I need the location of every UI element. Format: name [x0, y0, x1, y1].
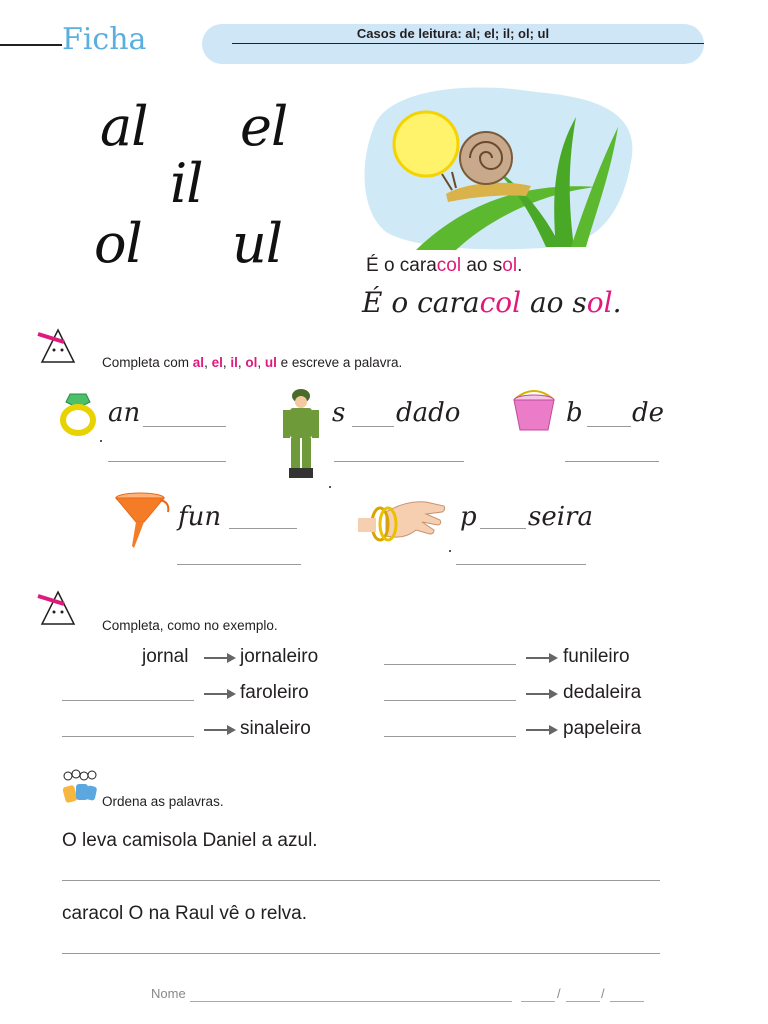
ficha-label: Ficha — [62, 22, 147, 57]
date-separator: / — [557, 986, 561, 1001]
scrambled-sentence-1: O leva camisola Daniel a azul. — [62, 830, 318, 851]
soldier-icon — [280, 386, 322, 482]
result-word: dedaleira — [563, 682, 642, 703]
result-word: funileiro — [563, 646, 630, 667]
dot — [100, 440, 102, 442]
header-rule — [0, 44, 62, 46]
fill-blank[interactable] — [587, 426, 631, 427]
arrow-icon — [204, 729, 234, 731]
arrow-icon — [204, 657, 234, 659]
fill-blank[interactable] — [143, 426, 226, 427]
sentence-print-part: É o cara — [366, 255, 437, 276]
result-word: sinaleiro — [240, 718, 311, 739]
syllable-ul: ul — [232, 212, 283, 275]
word-p: p — [460, 502, 477, 532]
separator: , — [237, 355, 246, 370]
syllable-il: il — [170, 152, 203, 215]
write-line[interactable] — [62, 880, 660, 881]
write-line[interactable] — [334, 461, 464, 462]
sentence-cursive-part: . — [612, 286, 622, 319]
sentence-print-highlight: ol — [502, 255, 518, 276]
write-line[interactable] — [108, 461, 226, 462]
dot — [329, 486, 331, 488]
ring-icon — [58, 390, 98, 436]
write-line[interactable] — [565, 461, 659, 462]
funnel-icon — [112, 490, 172, 550]
separator: , — [222, 355, 231, 370]
word-cards-icon — [58, 768, 102, 808]
option-il: il — [230, 355, 238, 370]
fill-blank[interactable] — [229, 528, 297, 529]
sentence-print-part: ao s — [461, 255, 503, 276]
write-line[interactable] — [177, 564, 301, 565]
header-banner — [202, 24, 704, 64]
fill-blank[interactable] — [384, 700, 516, 701]
arrow-icon — [526, 693, 556, 695]
pencil-triangle-icon — [34, 322, 82, 366]
word-b: b — [566, 398, 583, 428]
word-s: s — [332, 398, 346, 428]
bucket-icon — [510, 390, 558, 434]
snail-illustration — [356, 82, 636, 250]
result-word: faroleiro — [240, 682, 309, 703]
date-month-field[interactable] — [566, 1001, 600, 1002]
word-seira: seira — [528, 502, 593, 532]
sentence-print-highlight: col — [436, 255, 462, 276]
separator: , — [204, 355, 212, 370]
write-line[interactable] — [456, 564, 586, 565]
instruction-text: Completa com — [102, 355, 193, 370]
fill-blank[interactable] — [480, 528, 526, 529]
fill-blank[interactable] — [352, 426, 394, 427]
sentence-cursive-highlight: ol — [586, 286, 613, 319]
word-fun: fun — [178, 502, 222, 532]
fill-blank[interactable] — [384, 664, 516, 665]
option-el: el — [211, 355, 223, 370]
sentence-cursive-highlight: col — [479, 286, 522, 319]
syllable-el: el — [240, 95, 288, 158]
bracelet-hand-icon — [356, 492, 448, 550]
syllable-al: al — [100, 95, 148, 158]
sentence-cursive-part: É o cara — [362, 286, 480, 319]
option-al: al — [192, 355, 205, 370]
option-ul: ul — [264, 355, 277, 370]
exercise1-instruction — [102, 355, 402, 370]
word-an: an — [108, 398, 141, 428]
syllable-ol: ol — [94, 212, 142, 275]
sentence-cursive-part: ao s — [521, 286, 587, 319]
option-ol: ol — [245, 355, 258, 370]
sentence-cursive — [362, 286, 622, 319]
arrow-icon — [204, 693, 234, 695]
word-de: de — [632, 398, 665, 428]
date-separator: / — [601, 986, 605, 1001]
sentence-print — [366, 255, 522, 277]
exercise2-instruction: Completa, como no exemplo. — [102, 618, 278, 633]
separator: , — [257, 355, 265, 370]
fill-blank[interactable] — [62, 736, 194, 737]
name-field[interactable] — [190, 1001, 512, 1002]
date-year-field[interactable] — [610, 1001, 644, 1002]
result-word: papeleira — [563, 718, 642, 739]
exercise3-instruction: Ordena as palavras. — [102, 794, 224, 809]
header-banner-rule — [232, 43, 704, 44]
arrow-icon — [526, 657, 556, 659]
fill-blank[interactable] — [384, 736, 516, 737]
arrow-icon — [526, 729, 556, 731]
write-line[interactable] — [62, 953, 660, 954]
example-word: jornal — [142, 646, 189, 667]
name-label: Nome — [151, 986, 186, 1001]
dot — [449, 550, 451, 552]
date-day-field[interactable] — [521, 1001, 555, 1002]
pencil-triangle-icon — [34, 584, 82, 628]
scrambled-sentence-2: caracol O na Raul vê o relva. — [62, 903, 308, 924]
result-word: jornaleiro — [240, 646, 319, 667]
sun-icon — [394, 112, 458, 176]
fill-blank[interactable] — [62, 700, 194, 701]
instruction-text: e escreve a palavra. — [276, 355, 403, 370]
sentence-print-part: . — [517, 255, 523, 276]
word-dado: dado — [396, 398, 461, 428]
page-title: Casos de leitura: al; el; il; ol; ul — [356, 26, 550, 41]
